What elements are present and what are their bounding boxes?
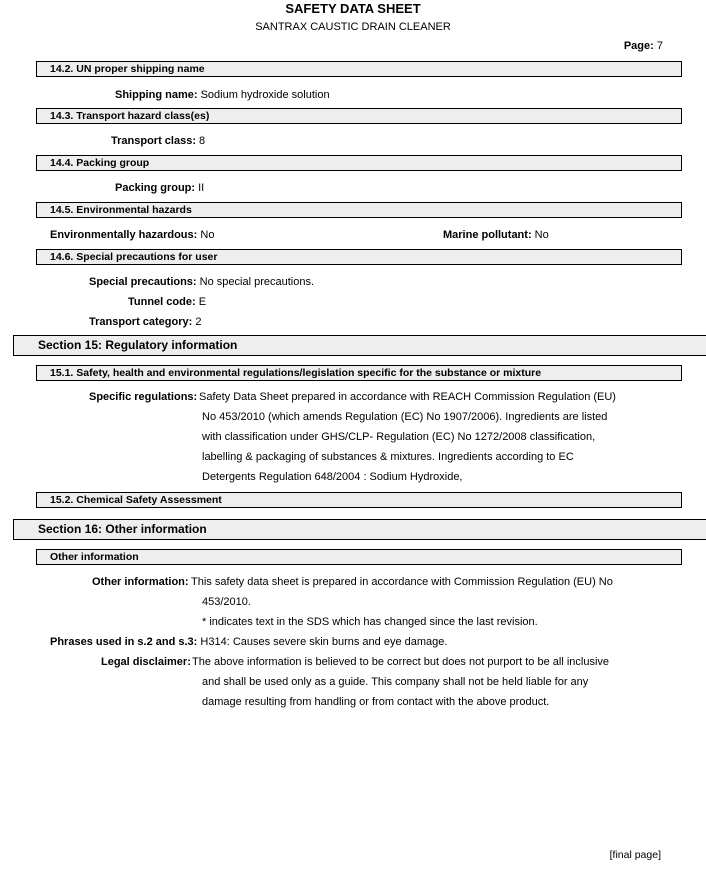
page-label: Page: [623,40,654,52]
phrases-label: Phrases used in s.2 and s.3: [50,636,198,648]
phrases-row [50,636,447,648]
final-page-marker: [final page] [609,849,661,861]
tunnel-code-label: Tunnel code: [128,296,196,308]
shipping-name-row [115,89,330,101]
legal-disclaimer-line: damage resulting from handling or from contact with the above product. [202,696,550,708]
shipping-name-value: Sodium hydroxide solution [200,89,330,101]
marine-pollutant-row [443,229,549,241]
section-14-3-heading: 14.3. Transport hazard class(es) [36,108,682,124]
transport-category-value: 2 [195,316,202,328]
section-15-1-heading: 15.1. Safety, health and environmental regulations/legislation specific for the substance or mixture [36,365,682,381]
tunnel-code-row [128,296,206,308]
marine-pollutant-label: Marine pollutant: [443,229,532,241]
env-hazard-row [50,229,214,241]
phrases-value: H314: Causes severe skin burns and eye damage. [200,636,448,648]
specific-regulations-line: labelling & packaging of substances & mixtures. Ingredients according to EC [202,451,574,463]
section-15-heading: Section 15: Regulatory information [13,335,706,356]
env-hazard-label: Environmentally hazardous: [50,229,198,241]
specific-regulations-line: with classification under GHS/CLP- Regulation (EC) No 1272/2008 classification, [202,431,596,443]
page-number [624,40,663,52]
legal-disclaimer-label: Legal disclaimer: [101,656,191,668]
specific-regulations-label: Specific regulations: [89,391,198,403]
section-14-4-heading: 14.4. Packing group [36,155,682,171]
specific-regulations-line: No 453/2010 (which amends Regulation (EC) No 1907/2006). Ingredients are listed [202,411,608,423]
special-precautions-label: Special precautions: [89,276,197,288]
packing-group-row [115,182,204,194]
special-precautions-row [89,276,314,288]
section-15-2-heading: 15.2. Chemical Safety Assessment [36,492,682,508]
section-14-6-heading: 14.6. Special precautions for user [36,249,682,265]
marine-pollutant-value: No [534,229,549,241]
transport-class-row [111,135,205,147]
section-16-heading: Section 16: Other information [13,519,706,540]
transport-category-label: Transport category: [89,316,193,328]
transport-category-row [89,316,202,328]
product-name: SANTRAX CAUSTIC DRAIN CLEANER [255,21,451,33]
transport-class-label: Transport class: [111,135,196,147]
packing-group-value: II [198,182,205,194]
document-title: SAFETY DATA SHEET [285,1,421,16]
section-14-2-heading: 14.2. UN proper shipping name [36,61,682,77]
page-number-value: 7 [656,40,663,52]
other-information-label: Other information: [92,576,189,588]
specific-regulations-line: Detergents Regulation 648/2004 : Sodium Hydroxide, [202,471,463,483]
specific-regulations-line: Safety Data Sheet prepared in accordance with REACH Commission Regulation (EU) [199,391,616,403]
other-information-line: 453/2010. [202,596,251,608]
other-information-heading: Other information [36,549,682,565]
packing-group-label: Packing group: [115,182,196,194]
legal-disclaimer-line: The above information is believed to be correct but does not purport to be all inclusive [192,656,610,668]
other-information-line: This safety data sheet is prepared in accordance with Commission Regulation (EU) No [191,576,613,588]
special-precautions-value: No special precautions. [199,276,314,288]
legal-disclaimer-line: and shall be used only as a guide. This company shall not be held liable for any [202,676,589,688]
env-hazard-value: No [200,229,215,241]
section-14-5-heading: 14.5. Environmental hazards [36,202,682,218]
other-information-line: * indicates text in the SDS which has changed since the last revision. [202,616,538,628]
tunnel-code-value: E [198,296,207,308]
transport-class-value: 8 [199,135,206,147]
shipping-name-label: Shipping name: [115,89,198,101]
